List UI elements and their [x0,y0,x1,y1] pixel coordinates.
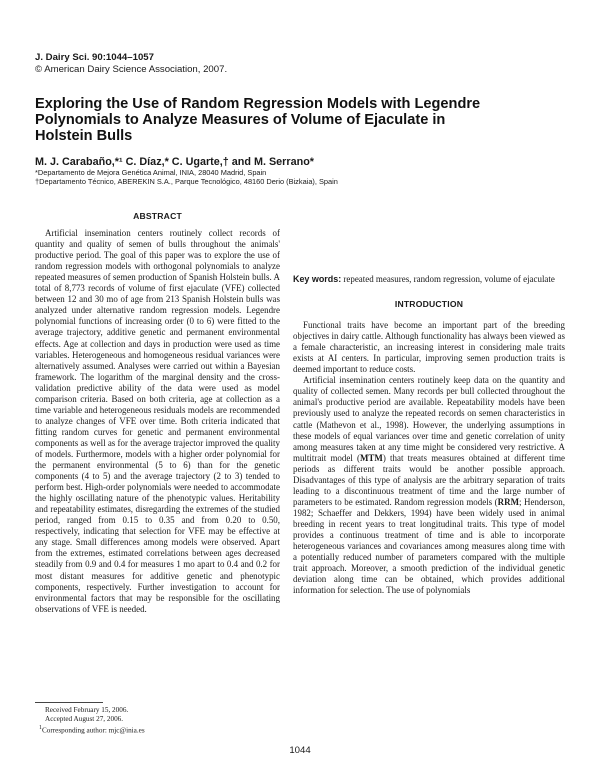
intro-paragraph-1: Functional traits have become an important part of the breeding objectives in dairy cattle. Although functionality has always been viewed as a female characteristic, an increasing interest in considering male traits exists at AI centers. In particular, improving semen production traits is deemed important to reduce costs. [293,320,565,375]
introduction-heading: INTRODUCTION [394,299,464,310]
article-title: Exploring the Use of Random Regression Models with Legendre Polynomials to Analyze Measures of Volume of Ejaculate in Holstein Bulls [35,96,481,145]
mtm-abbrev: MTM [360,452,383,463]
abstract-heading: ABSTRACT [133,211,182,221]
rrm-abbrev: RRM [497,496,520,507]
affiliation-1: *Departamento de Mejora Genética Animal, INIA, 28040 Madrid, Spain [35,168,267,177]
intro-p2-part-c: ; Henderson, 1982; Schaeffer and Dekkers, 1994) have been widely used in animal breeding in recent years to treat longitudinal traits. This type of model provides a continuous treatment of time and is able to incorporate heterogeneous variances and covariances among measures along time with a potentially reduced number of parameters compared with the multiple trait approach. Moreover, a smooth prediction of the individual genetic deviation along time can be obtained, which provides additional information for selection. The use of polynomials [293,496,566,596]
accepted-date: Accepted August 27, 2006. [45,714,124,723]
author-list: M. J. Carabaño,*¹ C. Díaz,* C. Ugarte,† and M. Serrano* [35,156,314,168]
right-column [293,208,565,596]
corresponding-author [39,724,145,735]
affiliations [35,168,338,186]
journal-header [35,52,227,75]
intro-p2-part-b: ) that treats measures obtained at different time periods as different traits would be another possible approach. Disadvantages of this type of analysis are the arbitrary separation of traits leading to a discontinuous treatment of time and the large number of parameters to be estimated. Random regression models ( [293,452,565,507]
left-column [35,211,280,615]
corresponding-author-text: Corresponding author: mjc@inia.es [42,725,145,734]
footnote-rule [35,702,103,703]
affiliation-2: †Departamento Técnico, ABEREKIN S.A., Parque Tecnológico, 48160 Derio (Bizkaia), Spain [35,177,338,186]
received-date: Received February 15, 2006. [45,706,129,714]
copyright-line: © American Dairy Science Association, 2007. [35,63,228,75]
page-number: 1044 [289,745,311,756]
intro-paragraph-2 [293,375,565,596]
journal-reference: J. Dairy Sci. 90:1044–1057 [35,52,154,63]
intro-p2-part-a: Artificial insemination centers routinely keep data on the quantity and quality of collected semen. Many records per bull collected throughout the animal's productive period are available. Repeatability models have been previously used to analyze the repeated records on semen characteristics in cattle (Mathevon et al., 1998). However, the underlying assumptions in these models of equal variances over time and genetic correlation of unity among measures taken at any time might be considered very restrictive. A multitrait model ( [293,375,565,463]
keywords-text: repeated measures, random regression, volume of ejaculate [343,274,555,284]
abstract-text: Artificial insemination centers routinely collect records of quantity and quality of semen of bulls throughout the animals' productive period. The goal of this paper was to explore the use of random regression models with orthogonal polynomials to analyze repeated measures of semen production of Spanish Holstein bulls. A total of 8,773 records of volume of first ejaculate (VFE) collected between 12 and 30 mo of age from 213 Spanish Holstein bulls was analyzed under alternative random regression models. Legendre polynomial functions of increasing order (0 to 6) were fitted to the average trajectory, additive genetic and permanent environmental effects. Age at collection and days in production were used as time variables. Heterogeneous and homogeneous residual variances were alternatively assumed. Analyses were carried out within a Bayesian framework. The logarithm of the marginal density and the cross-validation predictive ability of the data were used as model comparison criteria. Based on both criteria, age at collection as a time variable and heterogeneous residuals models are recommended to analyze changes of VFE over time. Both criteria indicated that fitting random curves for genetic and permanent environmental components as well as for the average trajector improved the quality of models. Furthermore, models with a higher order polynomial for the permanent environmental (5 to 6) than for the genetic components (4 to 5) and the average trajectory (2 to 3) tended to perform best. High-order polynomials were needed to accommodate the highly oscillating nature of the phenotypic values. Heritability and repeatability estimates, disregarding the extremes of the studied period, ranged from 0.15 to 0.35 and from 0.20 to 0.50, respectively, indicating that selection for VFE may be effective at any stage. Small differences among models were observed. Apart from the extremes, estimated correlations between ages decreased steadily from 0.9 and 0.4 for measures 1 mo apart to 0.4 and 0.2 for most distant measures for additive genetic and phenotypic components, respectively. Further investigation to account for environmental factors that may be responsible for the oscillating observations of VFE is needed. [35,228,280,614]
footnotes [39,706,145,735]
keywords [293,274,565,285]
keywords-label: Key words: [293,274,342,284]
footnote-mark: 1 [39,724,42,731]
